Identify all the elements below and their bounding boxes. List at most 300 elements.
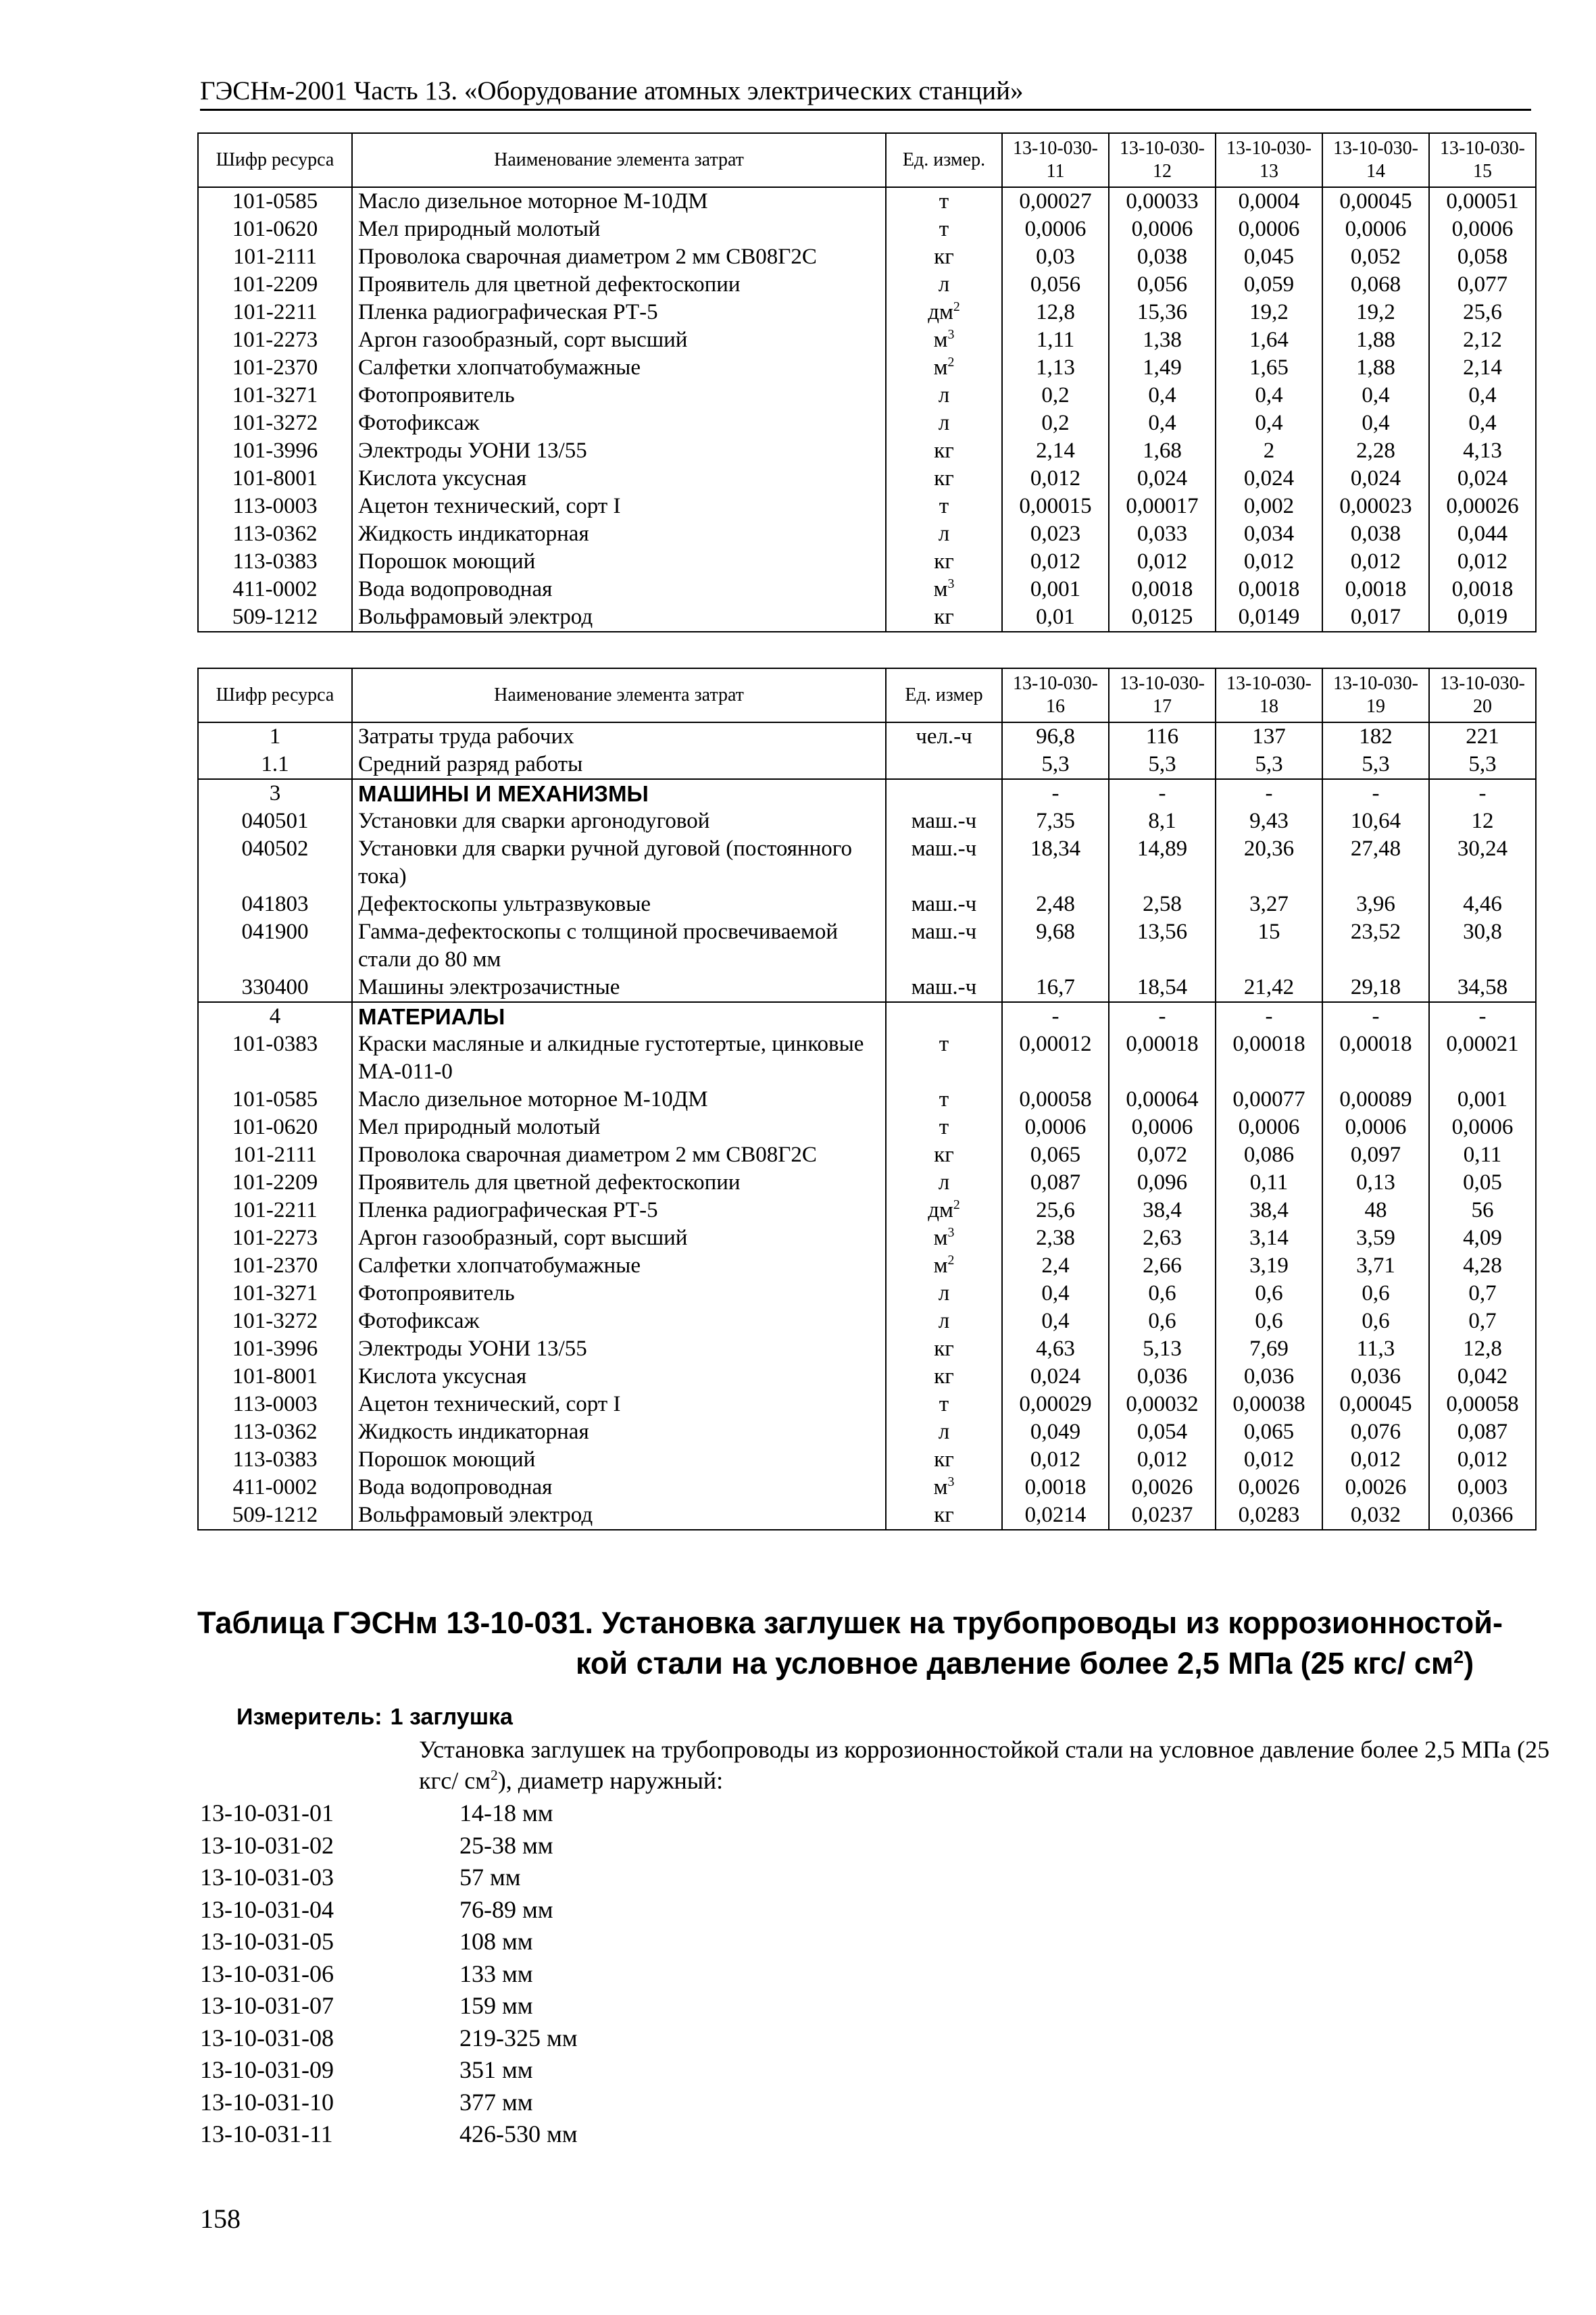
value-cell: 0,036 (1216, 1363, 1322, 1391)
value-cell: 0,0006 (1429, 216, 1536, 243)
value-cell: 5,3 (1429, 751, 1536, 779)
unit-text: м (933, 577, 948, 601)
value-cell: 0,049 (1002, 1418, 1109, 1446)
value-cell: 0,012 (1216, 1446, 1322, 1474)
item-code: 13-10-031-10 (200, 2088, 334, 2116)
resource-unit (886, 299, 1002, 326)
table-row (198, 1197, 1536, 1224)
value-cell: 25,6 (1429, 299, 1536, 326)
resource-name: Проявитель для цветной дефектоскопии (352, 271, 886, 299)
resource-name: Масло дизельное моторное М-10ДМ (352, 187, 886, 216)
resource-unit (886, 576, 1002, 603)
resource-code: 101-0620 (198, 216, 352, 243)
resource-code: 411-0002 (198, 576, 352, 603)
resource-code: 101-2211 (198, 1197, 352, 1224)
value-cell: - (1002, 1002, 1109, 1030)
item-code: 13-10-031-01 (200, 1799, 334, 1826)
value-cell: 56 (1429, 1197, 1536, 1224)
resource-code: 101-3272 (198, 1308, 352, 1335)
table-row (198, 1418, 1536, 1446)
unit-text: кг (934, 1447, 954, 1472)
value-cell: 2,58 (1109, 891, 1216, 918)
item-size: 426-530 мм (459, 2120, 578, 2147)
unit-text: кг (934, 549, 954, 574)
unit-text: кг (934, 1503, 954, 1527)
item-code: 13-10-031-07 (200, 1992, 334, 2019)
value-cell: 0,012 (1216, 548, 1322, 576)
header-code: Шифр ресурса (198, 668, 352, 722)
resource-code: 101-2111 (198, 243, 352, 271)
unit-text: кг (934, 1143, 954, 1167)
list-item (200, 1862, 578, 1894)
value-cell: 0,0214 (1002, 1501, 1109, 1530)
resource-name: Фотопроявитель (352, 1280, 886, 1308)
value-cell: 0,01 (1002, 603, 1109, 632)
resource-code: 4 (198, 1002, 352, 1030)
resource-unit (886, 493, 1002, 520)
resource-code: 041803 (198, 891, 352, 918)
header-col-4: 13-10-030-14 (1322, 133, 1429, 187)
value-cell: 0,012 (1109, 1446, 1216, 1474)
value-cell: 0,001 (1002, 576, 1109, 603)
table-row (198, 1169, 1536, 1197)
unit-text: т (939, 217, 949, 241)
resource-unit (886, 1169, 1002, 1197)
value-cell: 2,14 (1429, 354, 1536, 382)
header-col-1: 13-10-030-11 (1002, 133, 1109, 187)
resource-code: 509-1212 (198, 603, 352, 632)
value-cell: 0,0018 (1002, 1474, 1109, 1501)
list-item (200, 1894, 578, 1926)
value-cell: 30,24 (1429, 835, 1536, 891)
value-cell: 0,012 (1322, 548, 1429, 576)
value-cell: 0,052 (1322, 243, 1429, 271)
value-cell: 4,63 (1002, 1335, 1109, 1363)
value-cell: 0,0149 (1216, 603, 1322, 632)
resource-code: 101-8001 (198, 1363, 352, 1391)
resource-unit (886, 548, 1002, 576)
value-cell: 0,024 (1109, 465, 1216, 493)
value-cell: 48 (1322, 1197, 1429, 1224)
value-cell: 0,11 (1216, 1169, 1322, 1197)
value-cell: 221 (1429, 722, 1536, 751)
list-item (200, 2087, 578, 2119)
list-item (200, 1830, 578, 1862)
value-cell: 3,14 (1216, 1224, 1322, 1252)
value-cell: 0,0006 (1109, 216, 1216, 243)
resource-unit (886, 1086, 1002, 1114)
value-cell: - (1216, 779, 1322, 807)
unit-text: т (939, 189, 949, 214)
table-caption (197, 1603, 1549, 1684)
value-cell: 2,12 (1429, 326, 1536, 354)
unit-text: кг (934, 1364, 954, 1389)
value-cell: 2,28 (1322, 437, 1429, 465)
resource-name: Установки для сварки ручной дуговой (постоянного тока) (352, 835, 886, 891)
value-cell: 0,4 (1216, 382, 1322, 409)
value-cell: 0,065 (1216, 1418, 1322, 1446)
unit-text: кг (934, 1337, 954, 1361)
item-list (200, 1797, 578, 2151)
resource-name: Дефектоскопы ультразвуковые (352, 891, 886, 918)
resource-unit (886, 1391, 1002, 1418)
value-cell: 0,00045 (1322, 1391, 1429, 1418)
value-cell: 0,00033 (1109, 187, 1216, 216)
value-cell: 11,3 (1322, 1335, 1429, 1363)
resource-name: Аргон газообразный, сорт высший (352, 326, 886, 354)
list-item (200, 2022, 578, 2055)
table-row (198, 1086, 1536, 1114)
resource-name: Жидкость индикаторная (352, 520, 886, 548)
value-cell: 0,4 (1429, 382, 1536, 409)
table-row (198, 1391, 1536, 1418)
unit-text: дм (928, 300, 953, 324)
value-cell: 21,42 (1216, 974, 1322, 1002)
value-cell: 0,023 (1002, 520, 1109, 548)
resource-table-1 (197, 132, 1537, 632)
header-unit: Ед. измер. (886, 133, 1002, 187)
value-cell: 0,019 (1429, 603, 1536, 632)
value-cell: 0,00045 (1322, 187, 1429, 216)
table-row (198, 1308, 1536, 1335)
value-cell: 0,012 (1109, 548, 1216, 576)
value-cell: 0,024 (1216, 465, 1322, 493)
resource-unit (886, 1363, 1002, 1391)
unit-text: т (939, 1087, 949, 1112)
value-cell: 1,64 (1216, 326, 1322, 354)
table-row (198, 1030, 1536, 1086)
value-cell: 0,077 (1429, 271, 1536, 299)
value-cell: 0,00026 (1429, 493, 1536, 520)
value-cell: 0,00018 (1322, 1030, 1429, 1086)
table-row (198, 1363, 1536, 1391)
value-cell: 0,4 (1322, 382, 1429, 409)
header-name: Наименование элемента затрат (352, 668, 886, 722)
value-cell: 0,097 (1322, 1141, 1429, 1169)
table-row (198, 1114, 1536, 1141)
caption-line-1: Таблица ГЭСНм 13-10-031. Установка заглушек на трубопроводы из коррозионностой- (197, 1605, 1503, 1640)
table-row (198, 326, 1536, 354)
table-row (198, 520, 1536, 548)
value-cell: 19,2 (1322, 299, 1429, 326)
list-item (200, 1990, 578, 2022)
list-item (200, 1958, 578, 1991)
resource-code: 101-0585 (198, 1086, 352, 1114)
value-cell: 0,4 (1429, 409, 1536, 437)
resource-name: Пленка радиографическая РТ-5 (352, 1197, 886, 1224)
value-cell: 0,6 (1216, 1280, 1322, 1308)
unit-text: кг (934, 605, 954, 629)
value-cell: 0,00018 (1109, 1030, 1216, 1086)
value-cell: 0,0283 (1216, 1501, 1322, 1530)
resource-code: 101-3272 (198, 409, 352, 437)
resource-code: 411-0002 (198, 1474, 352, 1501)
value-cell: 12,8 (1429, 1335, 1536, 1363)
resource-name: Фотофиксаж (352, 1308, 886, 1335)
resource-unit (886, 1141, 1002, 1169)
unit-exponent: 2 (947, 1253, 955, 1268)
value-cell: 2,38 (1002, 1224, 1109, 1252)
resource-name: Краски масляные и алкидные густотертые, цинковые МА-011-0 (352, 1030, 886, 1086)
resource-code: 113-0362 (198, 520, 352, 548)
resource-name: Проволока сварочная диаметром 2 мм СВ08Г2С (352, 1141, 886, 1169)
table-row (198, 1252, 1536, 1280)
resource-unit (886, 271, 1002, 299)
table-row (198, 354, 1536, 382)
table-row (198, 891, 1536, 918)
header-col-5: 13-10-030-20 (1429, 668, 1536, 722)
resource-name: Порошок моющий (352, 1446, 886, 1474)
resource-name: Установки для сварки аргонодуговой (352, 807, 886, 835)
table-row (198, 299, 1536, 326)
value-cell: 0,012 (1322, 1446, 1429, 1474)
resource-name: Мел природный молотый (352, 1114, 886, 1141)
value-cell: 0,044 (1429, 520, 1536, 548)
value-cell: 0,00051 (1429, 187, 1536, 216)
unit-text: маш.-ч (911, 920, 977, 944)
value-cell: 0,059 (1216, 271, 1322, 299)
value-cell: 3,19 (1216, 1252, 1322, 1280)
resource-unit (886, 974, 1002, 1002)
table-row (198, 1224, 1536, 1252)
unit-text: т (939, 1392, 949, 1416)
resource-code: 101-0585 (198, 187, 352, 216)
resource-unit (886, 382, 1002, 409)
value-cell: 0,0026 (1216, 1474, 1322, 1501)
value-cell: 0,00089 (1322, 1086, 1429, 1114)
value-cell: 0,00023 (1322, 493, 1429, 520)
resource-code: 101-2370 (198, 1252, 352, 1280)
value-cell: 1,88 (1322, 354, 1429, 382)
value-cell: 0,7 (1429, 1308, 1536, 1335)
resource-unit (886, 1224, 1002, 1252)
item-code: 13-10-031-11 (200, 2120, 333, 2147)
resource-unit (886, 1418, 1002, 1446)
value-cell: 12,8 (1002, 299, 1109, 326)
resource-code: 113-0362 (198, 1418, 352, 1446)
value-cell: 1,68 (1109, 437, 1216, 465)
table-row (198, 548, 1536, 576)
resource-code: 101-3996 (198, 1335, 352, 1363)
value-cell: 3,96 (1322, 891, 1429, 918)
value-cell: 0,0018 (1216, 576, 1322, 603)
value-cell: 5,3 (1322, 751, 1429, 779)
value-cell: 14,89 (1109, 835, 1216, 891)
resource-name: Фотопроявитель (352, 382, 886, 409)
value-cell: 13,56 (1109, 918, 1216, 974)
value-cell: 0,0366 (1429, 1501, 1536, 1530)
value-cell: 0,6 (1109, 1280, 1216, 1308)
table-row (198, 271, 1536, 299)
resource-code: 040501 (198, 807, 352, 835)
resource-unit (886, 1030, 1002, 1086)
unit-text: л (938, 1281, 950, 1305)
resource-code: 113-0003 (198, 1391, 352, 1418)
page-number: 158 (200, 2204, 241, 2234)
value-cell: 2,66 (1109, 1252, 1216, 1280)
value-cell: 0,045 (1216, 243, 1322, 271)
resource-name: Кислота уксусная (352, 1363, 886, 1391)
table-row (198, 216, 1536, 243)
unit-text: кг (934, 439, 954, 463)
value-cell: 9,43 (1216, 807, 1322, 835)
resource-name: Пленка радиографическая РТ-5 (352, 299, 886, 326)
table-row (198, 576, 1536, 603)
value-cell: 0,036 (1322, 1363, 1429, 1391)
table-row (198, 779, 1536, 807)
value-cell: 0,034 (1216, 520, 1322, 548)
value-cell: 1,49 (1109, 354, 1216, 382)
value-cell: 0,00029 (1002, 1391, 1109, 1418)
value-cell: 18,54 (1109, 974, 1216, 1002)
value-cell: 0,087 (1429, 1418, 1536, 1446)
table-row (198, 1501, 1536, 1530)
value-cell: - (1109, 779, 1216, 807)
value-cell: 0,038 (1322, 520, 1429, 548)
item-size: 219-325 мм (459, 2024, 578, 2051)
resource-unit (886, 326, 1002, 354)
value-cell: 0,0125 (1109, 603, 1216, 632)
resource-unit (886, 918, 1002, 974)
resource-table-2 (197, 668, 1537, 1530)
value-cell: 182 (1322, 722, 1429, 751)
unit-text: л (938, 1170, 950, 1195)
value-cell: 2,48 (1002, 891, 1109, 918)
value-cell: 0,6 (1216, 1308, 1322, 1335)
value-cell: 0,056 (1109, 271, 1216, 299)
value-cell: 0,00015 (1002, 493, 1109, 520)
resource-code: 101-2273 (198, 326, 352, 354)
item-size: 377 мм (459, 2088, 533, 2116)
value-cell: 29,18 (1322, 974, 1429, 1002)
resource-name: Порошок моющий (352, 548, 886, 576)
header-col-3: 13-10-030-13 (1216, 133, 1322, 187)
table-row (198, 807, 1536, 835)
header-col-3: 13-10-030-18 (1216, 668, 1322, 722)
value-cell: 0,038 (1109, 243, 1216, 271)
resource-unit (886, 807, 1002, 835)
value-cell: 1,65 (1216, 354, 1322, 382)
value-cell: 5,13 (1109, 1335, 1216, 1363)
value-cell: 15 (1216, 918, 1322, 974)
value-cell: 0,4 (1002, 1280, 1109, 1308)
resource-name: Машины электрозачистные (352, 974, 886, 1002)
value-cell: 0,4 (1109, 409, 1216, 437)
value-cell: 116 (1109, 722, 1216, 751)
resource-code: 101-2209 (198, 1169, 352, 1197)
list-item (200, 2054, 578, 2087)
resource-name: Вода водопроводная (352, 576, 886, 603)
resource-code: 101-3996 (198, 437, 352, 465)
value-cell: 4,13 (1429, 437, 1536, 465)
value-cell: 0,0026 (1322, 1474, 1429, 1501)
resource-name: Ацетон технический, сорт I (352, 493, 886, 520)
value-cell: - (1429, 1002, 1536, 1030)
value-cell: 0,00064 (1109, 1086, 1216, 1114)
value-cell: 1,13 (1002, 354, 1109, 382)
resource-unit (886, 1002, 1002, 1030)
value-cell: 0,05 (1429, 1169, 1536, 1197)
value-cell: 0,072 (1109, 1141, 1216, 1169)
value-cell: 0,0006 (1429, 1114, 1536, 1141)
table-row (198, 603, 1536, 632)
resource-code: 113-0383 (198, 548, 352, 576)
table-row (198, 1335, 1536, 1363)
resource-code: 101-3271 (198, 382, 352, 409)
resource-code: 041900 (198, 918, 352, 974)
unit-text: кг (934, 466, 954, 491)
value-cell: 38,4 (1109, 1197, 1216, 1224)
resource-unit (886, 243, 1002, 271)
header-col-5: 13-10-030-15 (1429, 133, 1536, 187)
value-cell: 5,3 (1109, 751, 1216, 779)
unit-text: т (939, 494, 949, 518)
table-row (198, 1474, 1536, 1501)
unit-text: маш.-ч (911, 892, 977, 916)
value-cell: 0,00058 (1429, 1391, 1536, 1418)
resource-code: 1.1 (198, 751, 352, 779)
value-cell: 0,024 (1002, 1363, 1109, 1391)
value-cell: 0,0006 (1322, 216, 1429, 243)
resource-code: 330400 (198, 974, 352, 1002)
value-cell: 0,00012 (1002, 1030, 1109, 1086)
value-cell: 0,033 (1109, 520, 1216, 548)
value-cell: 0,012 (1002, 548, 1109, 576)
unit-text: т (939, 1032, 949, 1056)
resource-name: Проволока сварочная диаметром 2 мм СВ08Г2С (352, 243, 886, 271)
value-cell: 0,0237 (1109, 1501, 1216, 1530)
table-row (198, 1280, 1536, 1308)
resource-name: Жидкость индикаторная (352, 1418, 886, 1446)
value-cell: 0,00058 (1002, 1086, 1109, 1114)
list-item (200, 1797, 578, 1830)
unit-exponent: 2 (947, 355, 955, 370)
value-cell: 0,056 (1002, 271, 1109, 299)
value-cell: 0,042 (1429, 1363, 1536, 1391)
value-cell: 0,00027 (1002, 187, 1109, 216)
value-cell: 16,7 (1002, 974, 1109, 1002)
value-cell: 5,3 (1002, 751, 1109, 779)
item-code: 13-10-031-02 (200, 1831, 334, 1859)
resource-unit (886, 722, 1002, 751)
resource-unit (886, 1446, 1002, 1474)
value-cell: 0,068 (1322, 271, 1429, 299)
value-cell: 0,017 (1322, 603, 1429, 632)
value-cell: 4,09 (1429, 1224, 1536, 1252)
value-cell: 9,68 (1002, 918, 1109, 974)
value-cell: 0,003 (1429, 1474, 1536, 1501)
table-row (198, 751, 1536, 779)
resource-code: 113-0003 (198, 493, 352, 520)
item-size: 351 мм (459, 2056, 533, 2083)
value-cell: 0,13 (1322, 1169, 1429, 1197)
value-cell: 0,036 (1109, 1363, 1216, 1391)
resource-code: 509-1212 (198, 1501, 352, 1530)
value-cell: 3,27 (1216, 891, 1322, 918)
value-cell: 0,0006 (1216, 1114, 1322, 1141)
table-row (198, 437, 1536, 465)
value-cell: 3,71 (1322, 1252, 1429, 1280)
value-cell: 0,012 (1429, 548, 1536, 576)
resource-name: МАШИНЫ И МЕХАНИЗМЫ (352, 779, 886, 807)
value-cell: - (1002, 779, 1109, 807)
value-cell: 10,64 (1322, 807, 1429, 835)
resource-code: 101-8001 (198, 465, 352, 493)
resource-unit (886, 354, 1002, 382)
resource-unit (886, 603, 1002, 632)
item-size: 76-89 мм (459, 1895, 553, 1923)
item-code: 13-10-031-03 (200, 1864, 334, 1891)
